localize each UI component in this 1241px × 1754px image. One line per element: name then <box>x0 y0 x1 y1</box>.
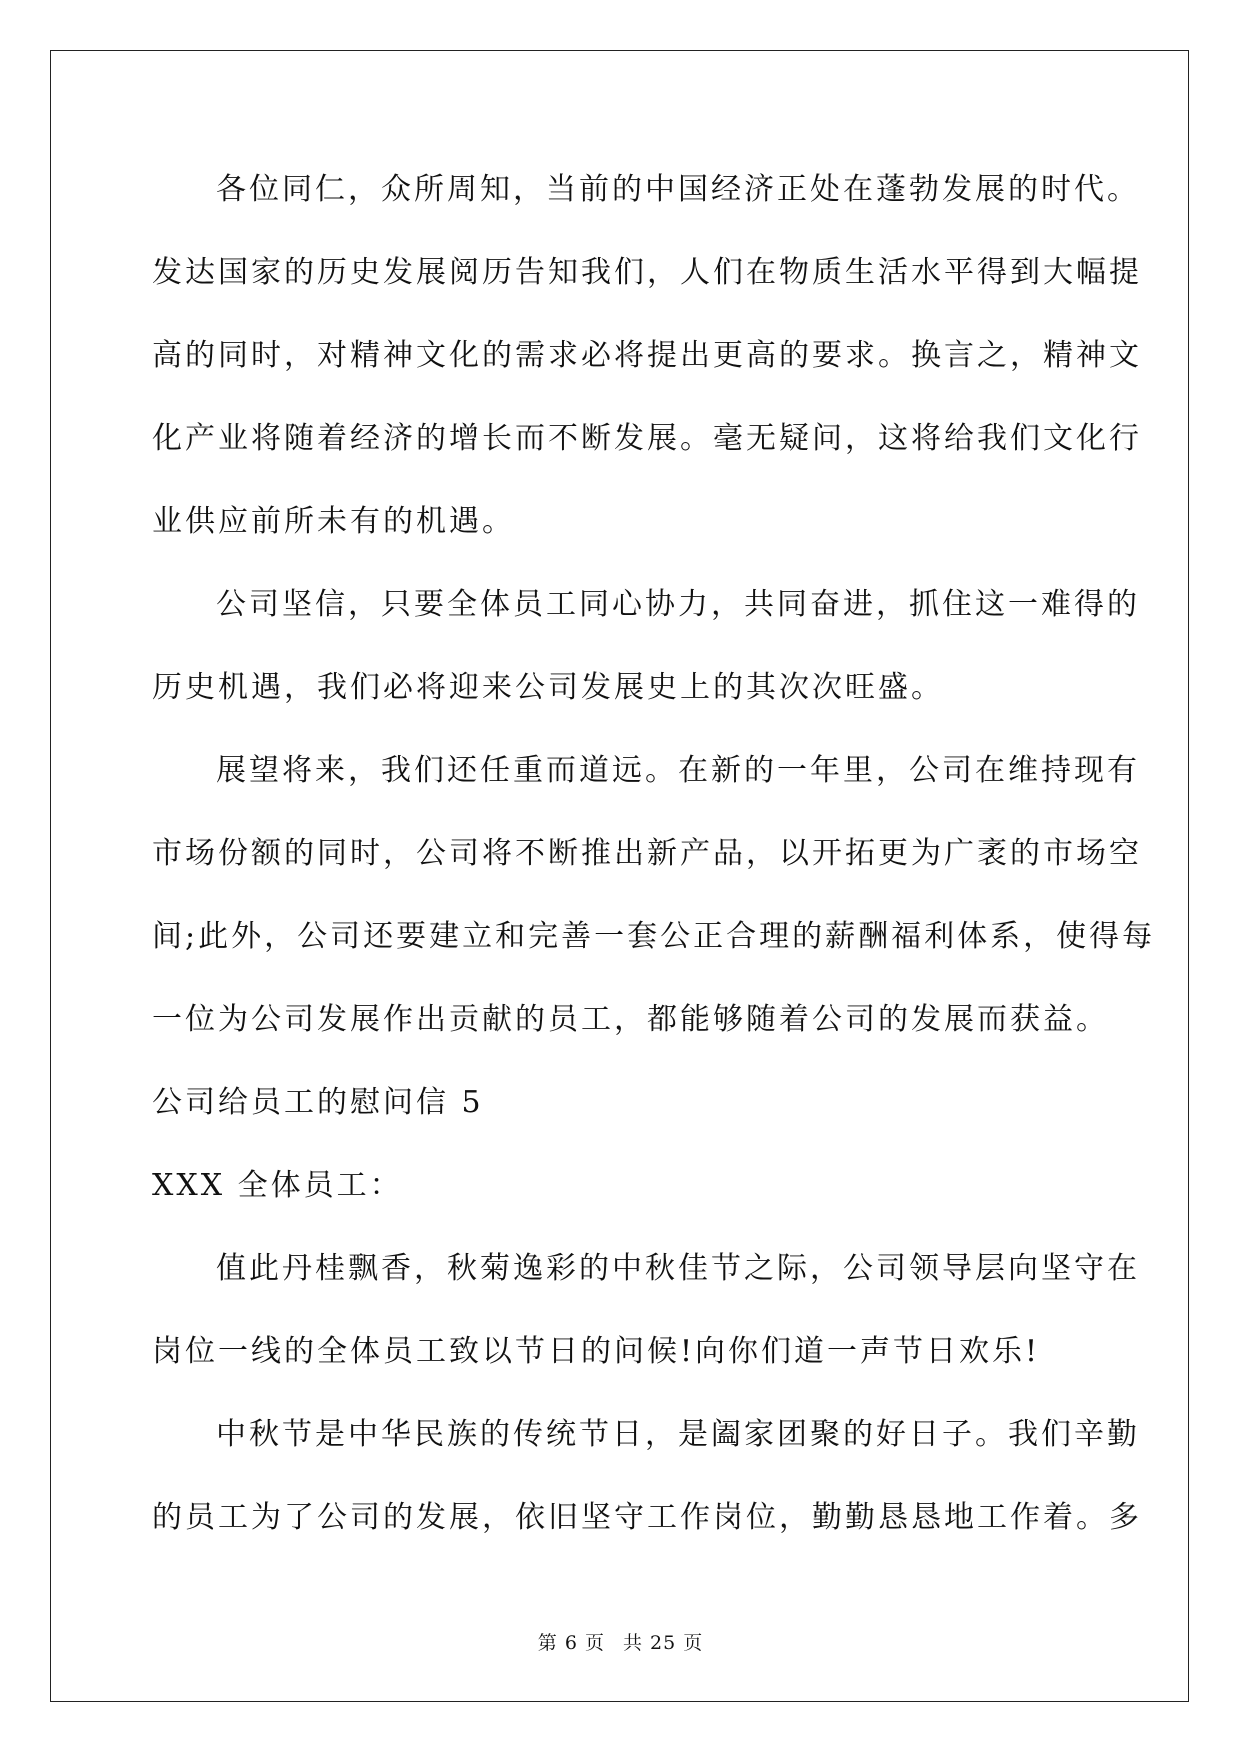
text-line: 市场份额的同时，公司将不断推出新产品，以开拓更为广袤的市场空 <box>152 836 1142 871</box>
text-line: 展望将来，我们还任重而道远。在新的一年里，公司在维持现有 <box>216 753 1140 788</box>
salutation: XXX 全体员工： <box>152 1168 403 1203</box>
text-line: 高的同时，对精神文化的需求必将提出更高的要求。换言之，精神文 <box>152 338 1142 373</box>
page-footer <box>0 1628 1241 1655</box>
text-line: 中秋节是中华民族的传统节日，是阖家团聚的好日子。我们辛勤 <box>216 1417 1140 1452</box>
text-line: 的员工为了公司的发展，依旧坚守工作岗位，勤勤恳恳地工作着。多 <box>152 1500 1142 1535</box>
text-line: 值此丹桂飘香，秋菊逸彩的中秋佳节之际，公司领导层向坚守在 <box>216 1251 1140 1286</box>
section-heading: 公司给员工的慰问信 5 <box>152 1085 484 1120</box>
text-line: 公司坚信，只要全体员工同心协力，共同奋进，抓住这一难得的 <box>216 587 1140 622</box>
document-body <box>152 160 1156 1571</box>
text-line: 一位为公司发展作出贡献的员工，都能够随着公司的发展而获益。 <box>152 1002 1109 1037</box>
text-line: 间;此外，公司还要建立和完善一套公正合理的薪酬福利体系，使得每 <box>152 919 1156 954</box>
text-line: 业供应前所未有的机遇。 <box>152 504 515 539</box>
page-number: 第 6 页 <box>537 1632 605 1654</box>
text-line: 发达国家的历史发展阅历告知我们，人们在物质生活水平得到大幅提 <box>152 255 1142 290</box>
text-line: 各位同仁，众所周知，当前的中国经济正处在蓬勃发展的时代。 <box>216 172 1140 207</box>
text-line: 化产业将随着经济的增长而不断发展。毫无疑问，这将给我们文化行 <box>152 421 1142 456</box>
text-line: 岗位一线的全体员工致以节日的问候!向你们道一声节日欢乐! <box>152 1334 1041 1369</box>
page-total: 共 25 页 <box>622 1632 704 1654</box>
text-line: 历史机遇，我们必将迎来公司发展史上的其次次旺盛。 <box>152 670 944 705</box>
